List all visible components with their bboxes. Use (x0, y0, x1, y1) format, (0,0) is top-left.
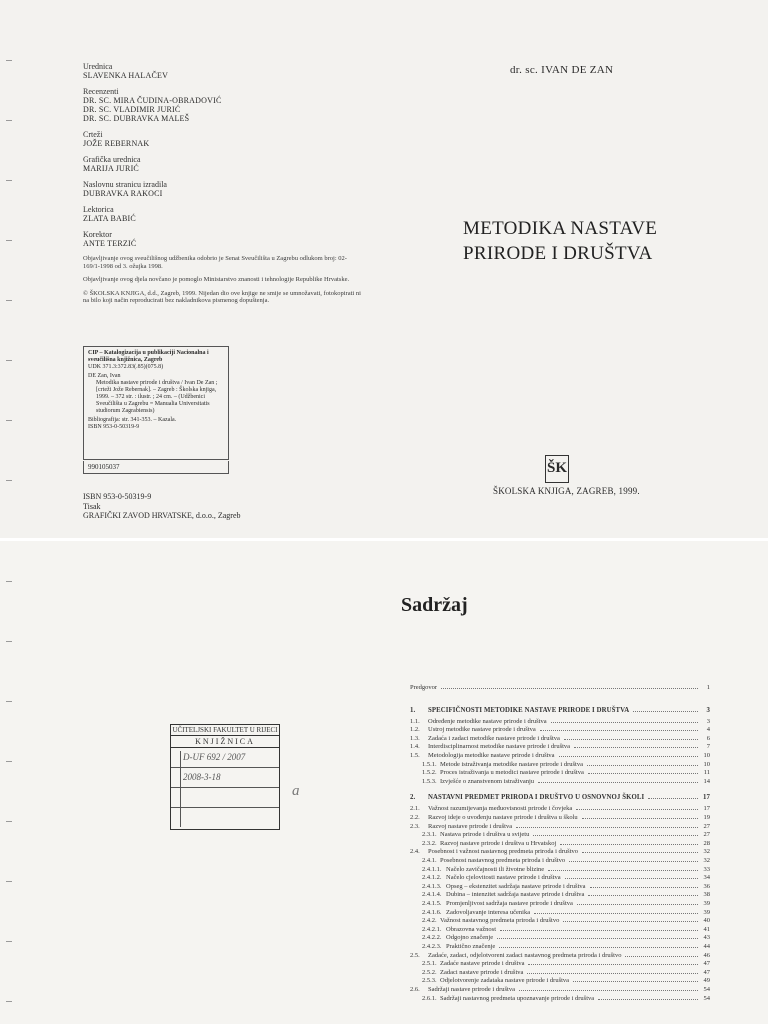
toc-entry-number: 2.4.1.1. (422, 865, 442, 873)
toc-entry-label (410, 952, 623, 959)
toc-entry-number: 2.2. (410, 814, 420, 821)
toc-entry-label (410, 743, 572, 750)
toc-leader-dots (497, 937, 698, 939)
toc-page-number: 47 (703, 968, 710, 976)
toc-entry-number: 1.4. (410, 743, 420, 751)
toc-entry (410, 874, 710, 882)
toc-entry-text: Opseg – ekstenzitet sadržaja nastave prirode i društva (446, 882, 586, 890)
toc-entry (410, 952, 710, 960)
toc-entry (410, 848, 710, 856)
toc-leader-dots (519, 989, 698, 991)
toc-entry (410, 934, 710, 942)
stamp-library: KNJIŽNICA (171, 736, 279, 748)
toc-entry (410, 718, 710, 726)
toc-entry (410, 769, 710, 777)
toc-page-number: 1 (706, 684, 710, 691)
toc-entry-label (410, 986, 517, 993)
toc-page-number: 7 (706, 743, 710, 751)
toc-entry-label (422, 840, 558, 847)
toc-leader-dots (538, 781, 698, 783)
toc-entry (410, 977, 710, 985)
toc-page-number: 34 (703, 874, 710, 882)
toc-entry-label (422, 917, 561, 924)
toc-entry (410, 969, 710, 977)
toc-page-number: 27 (703, 822, 710, 830)
handwritten-mark: a (292, 783, 300, 799)
toc-entry-label (410, 848, 580, 855)
toc-entry (410, 943, 710, 951)
toc-entry-label (422, 831, 531, 838)
toc-entry-text: Načelo cjelovitosti nastave prirode i društva (446, 874, 561, 882)
toc-entry-text: Sadržaji nastavnog predmeta upoznavanje prirode i društva (440, 994, 595, 1002)
book-title (463, 216, 657, 266)
toc-entry-text: Razvoj nastave prirode i društva u Hrvatskoj (440, 839, 557, 847)
title-line-2: PRIRODE I DRUŠTVA (463, 243, 653, 264)
toc-page-number: 10 (703, 760, 710, 768)
credit-proofreader: Korektor ANTE TERZIĆ (83, 230, 137, 248)
toc-entry-text: Proces istraživanja u metodici nastave prirode i društva (440, 769, 584, 777)
toc-entry (410, 726, 710, 734)
toc-leader-dots (582, 817, 698, 819)
toc-entry-number: 2.4.2.3. (422, 943, 442, 950)
stamp-row: 2008-3-18 (171, 768, 279, 788)
toc-page-number: 39 (703, 908, 710, 916)
toc-entry (410, 891, 710, 899)
toc-entry-number: 2.4.2.2. (422, 934, 442, 942)
toc-entry-label (422, 969, 525, 976)
toc-entry-number: 1.5.2. (422, 769, 437, 777)
toc-entry-label (422, 866, 546, 873)
toc-entry-text: Praktično značenje (446, 943, 496, 950)
publisher-line: ŠKOLSKA KNJIGA, ZAGREB, 1999. (493, 486, 640, 496)
printer-name: GRAFIČKI ZAVOD HRVATSKE, d.o.o., Zagreb (83, 511, 241, 520)
credits-block (83, 62, 363, 311)
toc-entry (410, 805, 710, 813)
toc-leader-dots (500, 929, 698, 931)
toc-entry (410, 831, 710, 839)
toc-entry-number: 2.4. (410, 848, 420, 856)
copyright-note: © ŠKOLSKA KNJIGA, d.d., Zagreb, 1999. Nijedan dio ove knjige ne smije se umnožavati, fotokopirati ni na bilo koji način reproducirati bez nakladnikova pismenog dopuštenja. (83, 289, 361, 304)
toc-entry-label (422, 909, 532, 916)
toc-entry-number: 2.6.1. (422, 994, 437, 1002)
cip-line: DE Zan, Ivan (88, 373, 121, 379)
toc-entry-number: 1.5.1. (422, 760, 437, 768)
toc-entry-number: 2.6. (410, 986, 420, 993)
toc-entry-label (422, 926, 498, 933)
toc-entry (410, 840, 710, 848)
toc-page-number: 41 (703, 925, 710, 933)
toc-entry-label (410, 805, 574, 812)
toc-entry-text: Posebnost nastavnog predmeta priroda i društvo (440, 857, 566, 864)
toc-leader-dots (534, 912, 698, 914)
credit-graphic-editor: Grafička urednica MARIJA JURIĆ (83, 155, 141, 173)
stamp-row (171, 808, 279, 827)
toc-entry-number: 2.3.2. (422, 839, 437, 847)
toc-entry-number: 1.1. (410, 717, 420, 725)
toc-entry-label (422, 943, 497, 950)
toc-leader-dots (540, 729, 698, 731)
toc-leader-dots (625, 955, 698, 957)
toc-leader-dots (573, 980, 698, 982)
toc-leader-dots (569, 860, 698, 862)
toc-entry-text: Obrazovna važnost (446, 925, 496, 933)
toc-entry-text: Zadaće, zadaci, odjelotvoreni zadaci nastavnog predmeta priroda i društvo (428, 951, 622, 959)
toc-entry-label (422, 960, 526, 967)
stamp-row: D-UF 692 / 2007 (171, 748, 279, 768)
toc-leader-dots (587, 764, 698, 766)
toc-entry-number: 1.3. (410, 734, 420, 742)
isbn-block (83, 492, 241, 521)
credit-language-editor: Lektorica ZLATA BABIĆ (83, 205, 136, 223)
toc-page-number: 3 (706, 706, 710, 714)
toc-leader-dots (548, 869, 698, 871)
toc-page-number: 46 (703, 951, 710, 959)
toc-page-number: 3 (706, 717, 710, 725)
toc-entry-text: Nastava prirode i društva u svijetu (440, 831, 530, 839)
toc-page-number: 32 (703, 848, 710, 856)
toc-page-number: 40 (703, 917, 710, 925)
toc-entry-label (410, 707, 631, 714)
catalog-id: 990105037 (83, 461, 229, 474)
toc-entry (410, 917, 710, 925)
toc-entry-text: Odjelotvorenje zadataka nastave prirode i društva (440, 977, 570, 985)
toc-entry (410, 866, 710, 874)
toc-page-number: 33 (703, 865, 710, 873)
toc-page-number: 47 (703, 960, 710, 968)
toc-entry-text: Dubina – intenzitet sadržaja nastave prirode i društva (446, 891, 585, 899)
toc-leader-dots (582, 851, 698, 853)
title-line-1: METODIKA NASTAVE (463, 218, 658, 239)
toc-entry-label (410, 718, 549, 725)
toc-entry (410, 761, 710, 769)
toc-page-number: 54 (703, 994, 710, 1002)
toc-entry-number: 2.4.2. (422, 917, 437, 925)
toc-entry-number: 2.3.1. (422, 831, 437, 839)
toc-entry-number: 2.4.1.5. (422, 900, 442, 907)
toc-entry-label (410, 726, 538, 733)
toc-leader-dots (528, 963, 698, 965)
toc-leader-dots (551, 721, 698, 723)
toc-entry-text: Predgovor (410, 684, 438, 691)
toc-entry-text: Odgojno značenje (446, 934, 494, 942)
toc-page-number: 43 (703, 934, 710, 942)
toc-leader-dots (559, 755, 698, 757)
toc-leader-dots (588, 894, 698, 896)
toc-entry-text: Ustroj metodike nastave prirode i društva (428, 726, 536, 734)
toc-page-number: 36 (703, 882, 710, 890)
stamp-row (171, 788, 279, 808)
toc-entry-label (410, 735, 562, 742)
toc-entry (410, 684, 710, 692)
toc-entry-label (422, 769, 586, 776)
toc-page-number: 17 (703, 805, 710, 813)
toc-entry-label (410, 752, 557, 759)
toc-entry-number: 2. (410, 794, 416, 802)
toc-entry-label (422, 874, 563, 881)
toc-entry-number: 1.5.3. (422, 777, 437, 785)
toc-leader-dots (441, 687, 698, 689)
toc-entry-label (410, 794, 646, 801)
toc-entry (410, 900, 710, 908)
toc-entry-number: 2.1. (410, 805, 420, 813)
credit-editor: Urednica SLAVENKA HALAČEV (83, 62, 169, 80)
toc-leader-dots (598, 998, 698, 1000)
cip-line: Bibliografija: str. 341-353. – Kazala. (88, 417, 177, 423)
toc-entry (410, 778, 710, 786)
toc-entry (410, 814, 710, 822)
toc-entry-label (422, 883, 588, 890)
toc-entry-text: Metode istraživanja metodike nastave prirode i društva (440, 760, 583, 768)
toc-entry-text: Važnost razumijevanja međuovisnosti prirode i čovjeka (428, 805, 573, 813)
cip-record (83, 346, 229, 460)
toc-entry-text: Zadaci nastave prirode i društva (440, 968, 524, 976)
toc-entry-text: Razvoj nastave prirode i društva (428, 822, 513, 830)
cip-line: UDK 371.3:372.83(.85)(075.8) (88, 364, 164, 370)
stamp-institution: UČITELJSKI FAKULTET U RIJECI (172, 726, 278, 734)
toc-leader-dots (564, 738, 698, 740)
toc-entry-text: Zadaće nastave prirode i društva (440, 960, 525, 968)
toc-entry-label (422, 900, 575, 907)
toc-entry (410, 752, 710, 760)
toc-entry-text: Metodologija metodike nastave prirode i društva (428, 752, 555, 759)
toc-entry-label (422, 857, 567, 864)
toc-entry-number: 2.3. (410, 822, 420, 830)
toc-entry-number: 2.5.2. (422, 968, 437, 976)
toc-entry (410, 707, 710, 715)
credit-cover: Naslovnu stranicu izradila DUBRAVKA RAKOCI (83, 180, 167, 198)
toc-page-number: 38 (703, 891, 710, 899)
toc-entry (410, 909, 710, 917)
toc-entry-text: Važnost nastavnog predmeta priroda i društvo (440, 917, 560, 925)
toc-leader-dots (560, 843, 698, 845)
toc-entry (410, 823, 710, 831)
toc-entry-number: 2.4.1.6. (422, 908, 442, 916)
toc-entry-label (410, 823, 514, 830)
toc-entry (410, 794, 710, 802)
toc-page-number: 17 (703, 794, 710, 802)
toc-entry-text: Načelo zavičajnosti ili životne blizine (446, 865, 545, 873)
toc-leader-dots (516, 826, 698, 828)
toc-leader-dots (499, 946, 698, 948)
toc-entry-text: Zadaća i zadaci metodike nastave prirode i društva (428, 734, 560, 742)
toc-page-number: 11 (703, 769, 710, 777)
toc-page-number: 39 (703, 900, 710, 907)
toc-leader-dots (565, 877, 698, 879)
toc-entry-text: SPECIFIČNOSTI METODIKE NASTAVE PRIRODE I DRUŠTVA (428, 706, 630, 714)
toc-entry (410, 960, 710, 968)
toc-entry-text: Zadovoljavanje interesa učenika (446, 908, 531, 916)
toc-entry-number: 2.5.3. (422, 977, 437, 985)
toc-page-number: 49 (703, 977, 710, 985)
toc-page-number: 6 (706, 734, 710, 742)
toc-leader-dots (527, 972, 698, 974)
toc-entry-number: 1.5. (410, 752, 420, 759)
cip-heading: CIP – Katalogizacija u publikaciji Nacionalna i sveučilišna knjižnica, Zagreb (88, 350, 209, 363)
toc-entry-label (422, 778, 536, 785)
print-label: Tisak (83, 501, 101, 511)
toc-entry-label (422, 761, 585, 768)
toc-entry (410, 986, 710, 994)
toc-entry (410, 883, 710, 891)
toc-entry-number: 1.2. (410, 726, 420, 734)
toc-entry-label (422, 934, 495, 941)
toc-entry-number: 2.4.2.1. (422, 925, 442, 933)
toc-entry (410, 743, 710, 751)
toc-leader-dots (648, 797, 698, 799)
toc-entry (410, 926, 710, 934)
toc-leader-dots (563, 920, 698, 922)
toc-entry-label (422, 891, 586, 898)
stamp-side-labels (172, 751, 181, 827)
toc-entry-text: Sadržaji nastave prirode i društva (428, 986, 515, 993)
toc-entry-text: Promjenljivost sadržaja nastave prirode i društva (446, 900, 573, 907)
author-name: dr. sc. IVAN DE ZAN (510, 64, 614, 76)
credit-reviewers: Recenzenti DR. SC. MIRA ČUDINA-OBRADOVIĆ DR. SC. VLADIMIR JURIĆ DR. SC. DUBRAVKA MALEŠ (83, 87, 222, 123)
toc-page-number: 28 (703, 839, 710, 847)
toc-page-number: 44 (703, 943, 710, 950)
toc-entry (410, 857, 710, 865)
toc-entry-number: 2.5. (410, 951, 420, 959)
library-stamp (170, 724, 280, 830)
toc-page-number: 14 (703, 777, 710, 785)
toc-leader-dots (576, 808, 698, 810)
toc-page-number: 32 (703, 857, 710, 864)
toc-leader-dots (633, 710, 698, 712)
credit-drawings: Crteži JOŽE REBERNAK (83, 130, 150, 148)
cip-line: ISBN 953-0-50319-9 (88, 424, 140, 430)
toc-entry-label (410, 814, 580, 821)
toc-entry-text: Interdisciplinarnost metodike nastave prirode i društva (428, 743, 571, 751)
approval-note: Objavljivanje ovog sveučilišnog udžbenika odobrio je Senat Sveučilišta u Zagrebu odlukom broj: 02-169/1-1998 od 3. ožujka 1998. (83, 255, 347, 270)
toc-entry-number: 1. (410, 706, 416, 714)
toc-entry-text: Određenje metodike nastave prirode i društva (428, 717, 547, 725)
publisher-logo-icon: ŠK (545, 455, 569, 483)
toc-entry-text: Izvješće o znanstvenom istraživanju (440, 777, 535, 785)
toc-leader-dots (588, 772, 698, 774)
toc-leader-dots (574, 746, 698, 748)
toc-leader-dots (533, 834, 698, 836)
toc-entry-number: 2.4.1.3. (422, 882, 442, 890)
toc-entry-text: NASTAVNI PREDMET PRIRODA I DRUŠTVO U OSNOVNOJ ŠKOLI (428, 794, 645, 802)
toc-entry-number: 2.5.1. (422, 960, 437, 968)
funding-note: Objavljivanje ovog djela novčano je pomoglo Ministarstvo znanosti i tehnologije Republike Hrvatske. (83, 276, 350, 283)
toc-page-number: 10 (703, 752, 710, 759)
toc-entry-label (410, 684, 439, 691)
toc-entry (410, 995, 710, 1003)
toc-entry-number: 2.4.1.4. (422, 891, 442, 899)
toc-leader-dots (577, 903, 698, 905)
toc-entry-number: 2.4.1.2. (422, 874, 442, 882)
isbn-line: ISBN 953-0-50319-9 (83, 492, 152, 501)
toc-page-number: 27 (703, 831, 710, 839)
toc-entry-number: 2.4.1. (422, 857, 437, 864)
toc-entry-label (422, 977, 571, 984)
toc-entry-text: Razvoj ideje o uvođenju nastave prirode i društva u školu (428, 814, 578, 821)
toc-page-number: 4 (706, 726, 710, 734)
toc-page-number: 19 (703, 814, 710, 821)
toc-page-number: 54 (703, 986, 710, 993)
contents-heading: Sadržaj (401, 594, 468, 616)
toc-entry-text: Posebnost i važnost nastavnog predmeta priroda i društvo (428, 848, 579, 856)
toc-leader-dots (590, 886, 698, 888)
cip-line: Metodika nastave prirode i društva / Ivan De Zan ; [crteži Jože Rebernak]. – Zagreb : Školska knjiga, 1999. – 372 str. : ilustr. ; 24 cm. – (Udžbenici Sveučilišta u Zagrebu = Manualia Universitatis studiorum Zagrabiensis) (96, 380, 218, 414)
toc-entry (410, 735, 710, 743)
toc-entry-label (422, 995, 596, 1002)
